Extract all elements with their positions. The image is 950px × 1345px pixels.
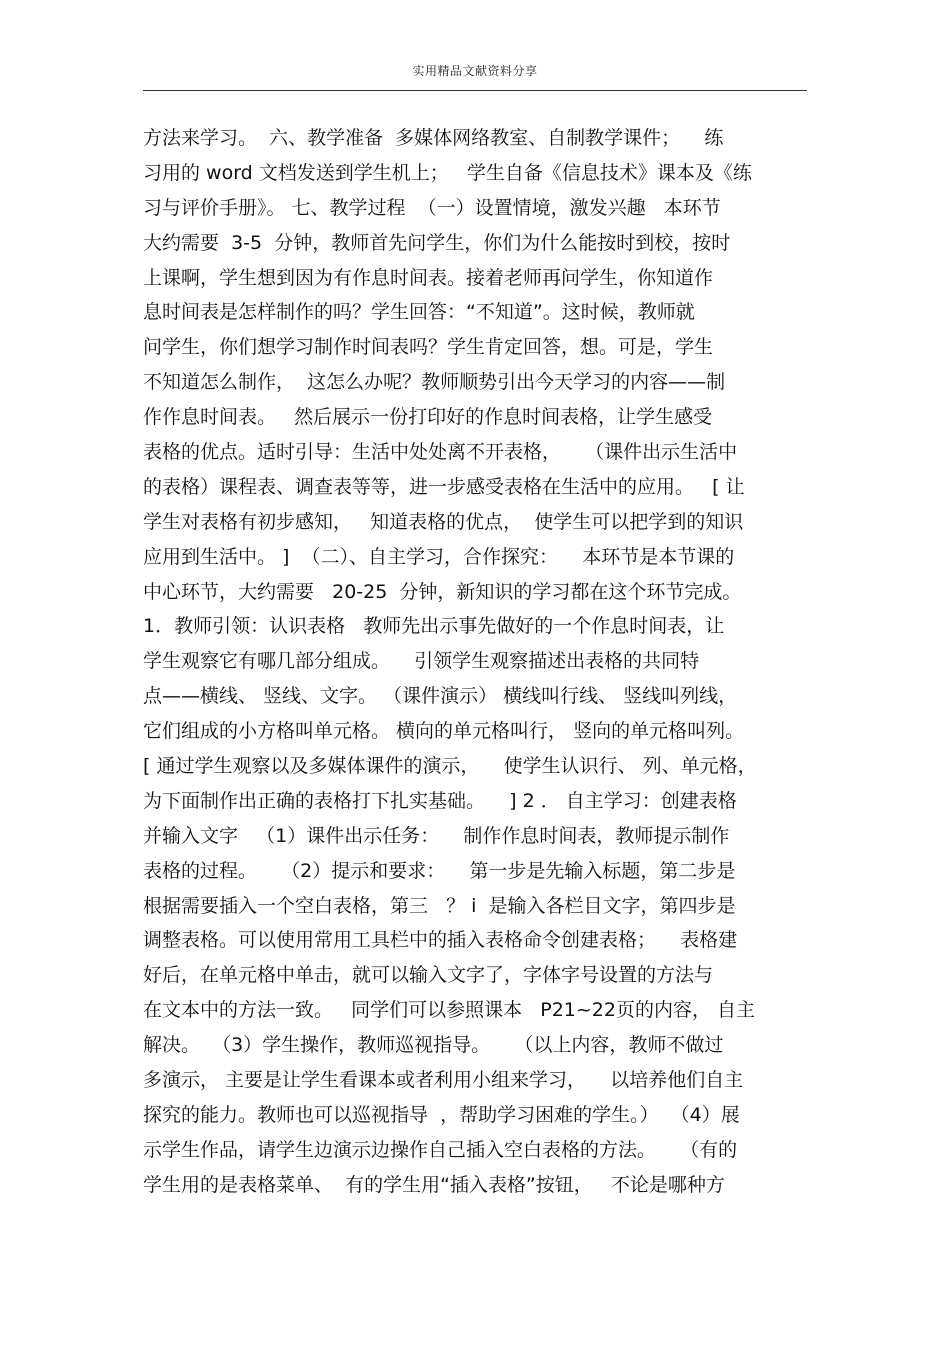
text-line: 多演示， 主要是让学生看课本或者利用小组来学习， 以培养他们自主 bbox=[143, 1069, 744, 1092]
text-line: 点——横线、 竖线、文字。 （课件演示） 横线叫行线、 竖线叫列线， bbox=[143, 685, 738, 708]
text-line: 作作息时间表。 然后展示一份打印好的作息时间表格，让学生感受 bbox=[143, 406, 713, 429]
text-line: 方法来学习。 六、教学准备 多媒体网络教室、自制教学课件； 练 bbox=[143, 127, 724, 149]
text-line: 在文本中的方法一致。 同学们可以参照课本 P21~22页的内容， 自主 bbox=[143, 999, 756, 1022]
text-line: 1．教师引领：认识表格 教师先出示事先做好的一个作息时间表，让 bbox=[143, 615, 725, 638]
text-line: 好后，在单元格中单击，就可以输入文字了，字体字号设置的方法与 bbox=[143, 964, 714, 987]
text-line: 不知道怎么制作， 这怎么办呢？教师顺势引出今天学习的内容——制 bbox=[143, 371, 726, 394]
text-line: 学生用的是表格菜单、 有的学生用“插入表格”按钮， 不论是哪种方 bbox=[143, 1173, 725, 1196]
text-line: 根据需要插入一个空白表格，第三 ？ i 是输入各栏目文字，第四步是 bbox=[143, 894, 736, 917]
page-header: 实用精品文献资料分享 bbox=[412, 64, 538, 78]
body-text bbox=[143, 121, 823, 1203]
text-line: 示学生作品，请学生边演示边操作自己插入空白表格的方法。 （有的 bbox=[143, 1138, 738, 1161]
text-line: 学生对表格有初步感知， 知道表格的优点， 使学生可以把学到的知识 bbox=[143, 510, 744, 533]
text-line: 习用的 word 文档发送到学生机上； 学生自备《信息技术》课本及《练 bbox=[143, 161, 752, 184]
text-line: 调整表格。可以使用常用工具栏中的插入表格命令创建表格； 表格建 bbox=[143, 929, 738, 952]
text-line: 应用到生活中。 ] （二）、自主学习，合作探究： 本环节是本节课的 bbox=[143, 545, 735, 568]
text-line: 它们组成的小方格叫单元格。 横向的单元格叫行， 竖向的单元格叫列。 bbox=[143, 720, 745, 743]
text-line: 解决。 （3）学生操作，教师巡视指导。 （以上内容，教师不做过 bbox=[143, 1034, 724, 1057]
text-line: 上课啊，学生想到因为有作息时间表。接着老师再问学生，你知道作 bbox=[143, 266, 714, 289]
text-line: 学生观察它有哪几部分组成。 引领学生观察描述出表格的共同特 bbox=[143, 650, 700, 673]
text-line: [ 通过学生观察以及多媒体课件的演示， 使学生认识行、 列、单元格， bbox=[143, 755, 757, 778]
text-line: 中心环节，大约需要 20-25 分钟，新知识的学习都在这个环节完成。 bbox=[143, 580, 742, 603]
text-line: 探究的能力。教师也可以巡视指导 ，帮助学习困难的学生。） （4）展 bbox=[143, 1103, 740, 1126]
text-line: 表格的优点。适时引导：生活中处处离不开表格， （课件出示生活中 bbox=[143, 441, 738, 464]
text-line: 为下面制作出正确的表格打下扎实基础。 ] 2 ． 自主学习：创建表格 bbox=[143, 789, 737, 812]
text-line: 问学生，你们想学习制作时间表吗？学生肯定回答，想。可是，学生 bbox=[143, 336, 714, 359]
text-line: 大约需要 3-5 分钟，教师首先问学生，你们为什么能按时到校，按时 bbox=[143, 231, 731, 254]
text-line: 习与评价手册》。 七、教学过程 （一）设置情境，激发兴趣 本环节 bbox=[143, 196, 721, 219]
text-line: 并输入文字 （1）课件出示任务： 制作作息时间表，教师提示制作 bbox=[143, 824, 730, 847]
text-line: 的表格）课程表、调查表等等，进一步感受表格在生活中的应用。 [ 让 bbox=[143, 475, 745, 498]
text-line: 息时间表是怎样制作的吗？学生回答：“不知道”。这时候，教师就 bbox=[143, 301, 695, 324]
text-line: 表格的过程。 （2）提示和要求： 第一步是先输入标题，第二步是 bbox=[143, 859, 736, 882]
header-divider bbox=[143, 90, 807, 91]
